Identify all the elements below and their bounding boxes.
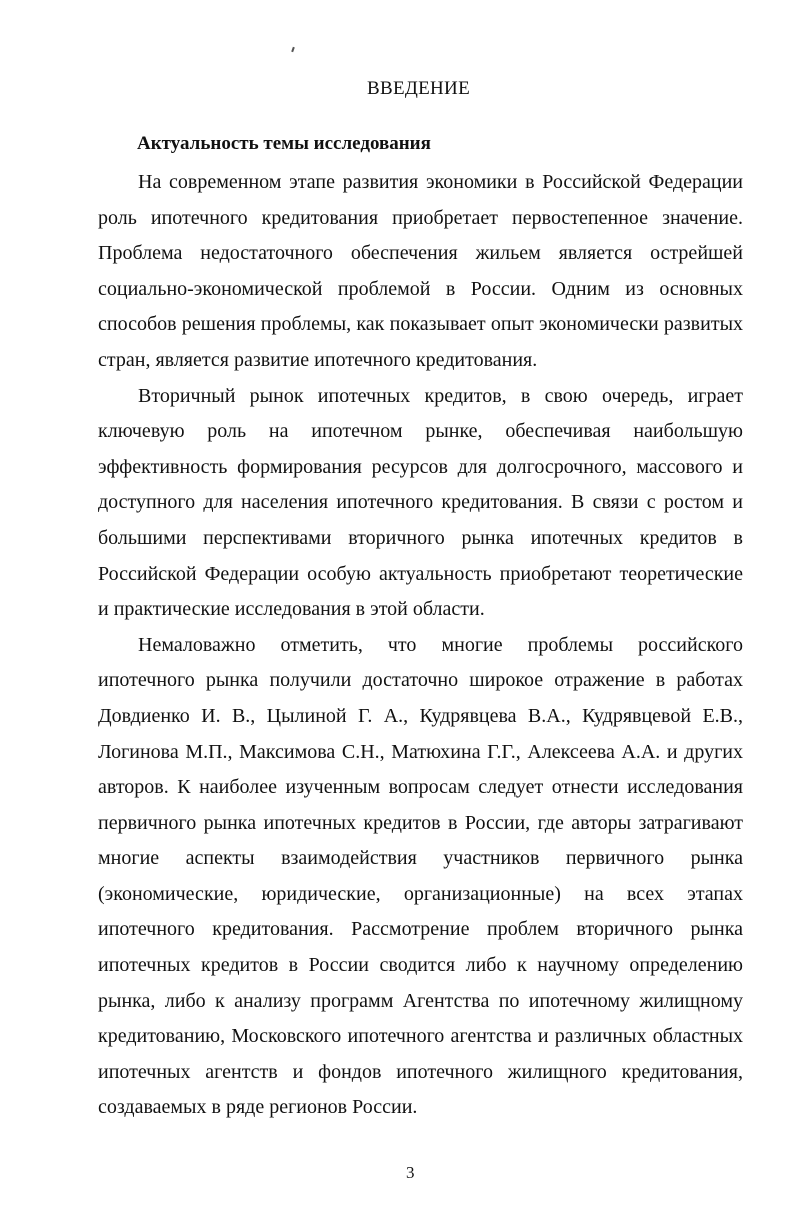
page-title: ВВЕДЕНИЕ xyxy=(367,78,470,99)
scan-speck xyxy=(291,47,295,52)
page-number: 3 xyxy=(406,1163,415,1182)
body-text xyxy=(98,165,743,1126)
paragraph-2: Вторичный рынок ипотечных кредитов, в свою очередь, играет ключевую роль на ипотечном рынке, обеспечивая наибольшую эффективность формирования ресурсов для долгосрочного, массового и доступного для населения ипотечного кредитования. В связи с ростом и большими перспективами вторичного рынка ипотечных кредитов в Российской Федерации особую актуальность приобретают теоретические и практические исследования в этой области. xyxy=(98,384,743,621)
paragraph-1: На современном этапе развития экономики в Российской Федерации роль ипотечного кредитования приобретает первостепенное значение. Проблема недостаточного обеспечения жильем является острейшей социально-экономической проблемой в России. Одним из основных способов решения проблемы, как показывает опыт экономически развитых стран, является развитие ипотечного кредитования. xyxy=(98,171,743,371)
section-subheading: Актуальность темы исследования xyxy=(137,133,431,154)
paragraph-3: Немаловажно отметить, что многие проблемы российского ипотечного рынка получили достаточно широкое отражение в работах Довдиенко И. В., Цылиной Г. А., Кудрявцева В.А., Кудрявцевой Е.В., Логинова М.П., Максимова С.Н., Матюхина Г.Г., Алексеева А.А. и других авторов. К наиболее изученным вопросам следует отнести исследования первичного рынка ипотечных кредитов в России, где авторы затрагивают многие аспекты взаимодействия участников первичного рынка (экономические, юридические, организационные) на всех этапах ипотечного кредитования. Рассмотрение проблем вторичного рынка ипотечных кредитов в России сводится либо к научному определению рынка, либо к анализу программ Агентства по ипотечному жилищному кредитованию, Московского ипотечного агентства и различных областных ипотечных агентств и фондов ипотечного жилищного кредитования, создаваемых в ряде регионов России. xyxy=(98,633,743,1119)
